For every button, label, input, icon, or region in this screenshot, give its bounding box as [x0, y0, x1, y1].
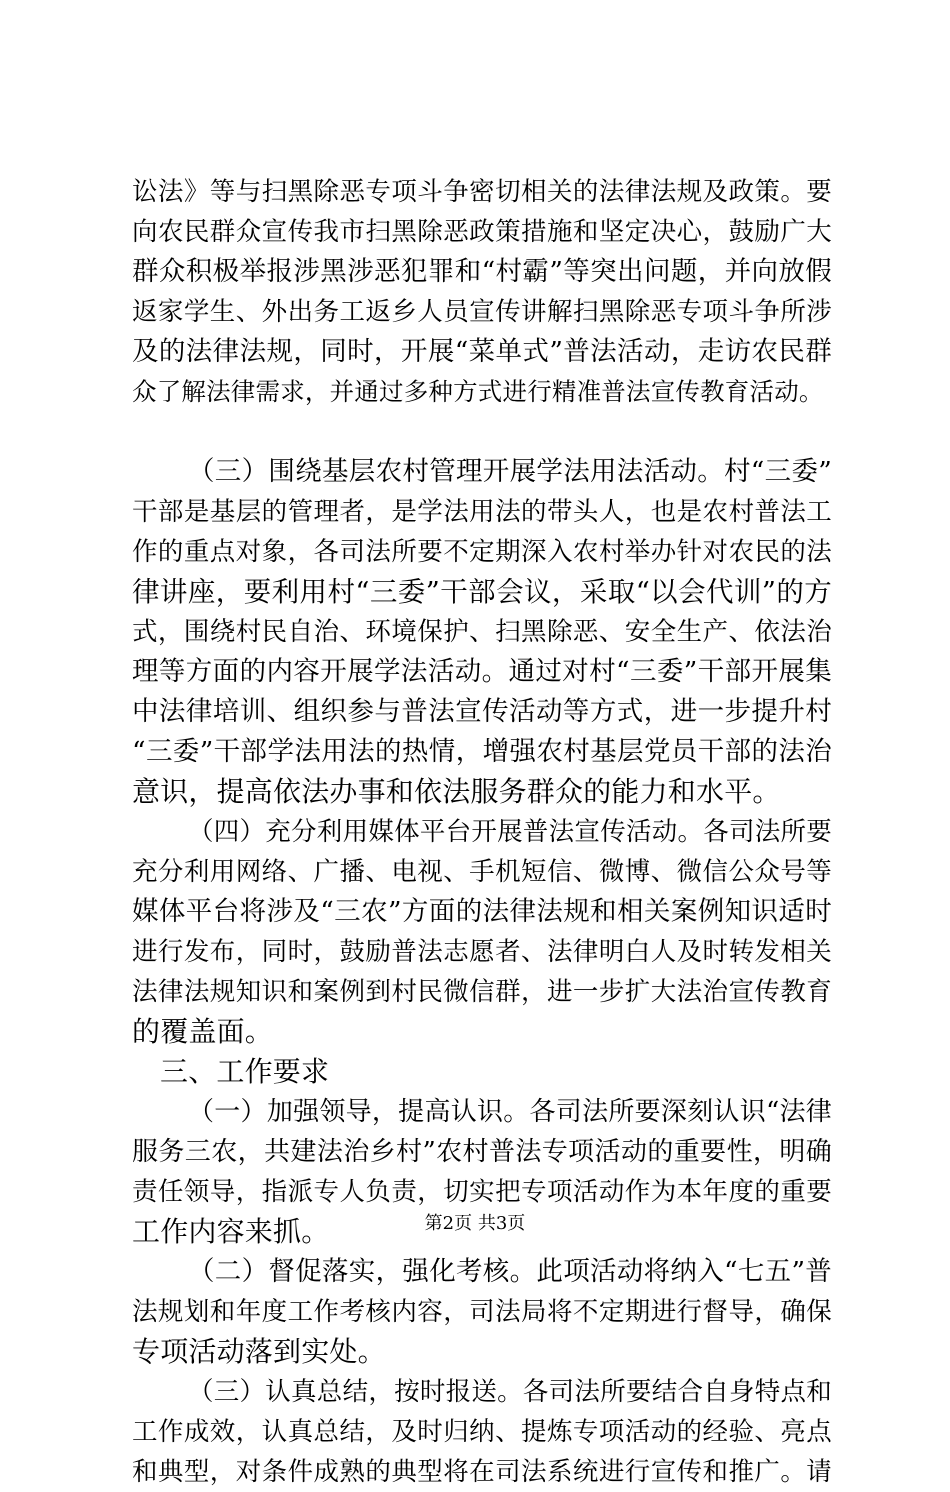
text-line: 干部是基层的管理者，是学法用法的带头人，也是农村普法工	[132, 497, 832, 527]
text-line: 讼法》等与扫黑除恶专项斗争密切相关的法律法规及政策。要	[132, 177, 832, 207]
text-line: 媒体平台将涉及“三农”方面的法律法规和相关案例知识适时	[132, 896, 832, 927]
page-footer	[0, 1212, 950, 1236]
text-line: 进行发布，同时，鼓励普法志愿者、法律明白人及时转发相关	[132, 937, 832, 967]
text-line: 作的重点对象，各司法所要不定期深入农村举办针对农民的法	[132, 537, 832, 567]
text-line: 责任领导，指派专人负责，切实把专项活动作为本年度的重要	[132, 1177, 832, 1207]
text-line: 意识，提高依法办事和依法服务群众的能力和水平。	[132, 775, 781, 808]
text-line: 的覆盖面。	[132, 1015, 274, 1048]
text-line: 众了解法律需求，并通过多种方式进行精准普法宣传教育活动。	[132, 377, 824, 406]
page-number: 第2页 共3页	[424, 1213, 526, 1234]
text-line: 及的法律法规，同时，开展“菜单式”普法活动，走访农民群	[132, 336, 832, 367]
text-line: 专项活动落到实处。	[132, 1335, 386, 1368]
text-line: 和典型，对条件成熟的典型将在司法系统进行宣传和推广。请	[132, 1457, 832, 1487]
text-line: 群众积极举报涉黑涉恶犯罪和“村霸”等突出问题，并向放假	[132, 256, 832, 287]
text-line: 服务三农，共建法治乡村”农村普法专项活动的重要性，明确	[132, 1137, 832, 1167]
document-body	[132, 172, 832, 1492]
text-line: 律讲座，要利用村“三委”干部会议，采取“以会代训”的方	[132, 576, 832, 608]
text-line: 式，围绕村民自治、环境保护、扫黑除恶、安全生产、依法治	[132, 617, 832, 647]
text-line: 法律法规知识和案例到村民微信群，进一步扩大法治宣传教育	[132, 977, 832, 1007]
text-line: （一）加强领导，提高认识。各司法所要深刻认识“法律	[188, 1097, 832, 1127]
text-line: 法规划和年度工作考核内容，司法局将不定期进行督导，确保	[132, 1297, 832, 1327]
text-line: 向农民群众宣传我市扫黑除恶政策措施和坚定决心，鼓励广大	[132, 217, 832, 247]
text-line: 返家学生、外出务工返乡人员宣传讲解扫黑除恶专项斗争所涉	[132, 297, 832, 327]
text-line: “三委”干部学法用法的热情，增强农村基层党员干部的法治	[132, 736, 832, 767]
text-line: 工作成效，认真总结，及时归纳、提炼专项活动的经验、亮点	[132, 1417, 832, 1447]
text-line: （二）督促落实，强化考核。此项活动将纳入“七五”普	[188, 1256, 832, 1287]
text-line: 理等方面的内容开展学法活动。通过对村“三委”干部开展集	[132, 656, 832, 687]
paragraph-gap	[132, 412, 832, 452]
text-line: 工作内容来抓。	[132, 1215, 330, 1248]
text-line: （三）围绕基层农村管理开展学法用法活动。村“三委”	[188, 456, 832, 487]
text-line: （三）认真总结，按时报送。各司法所要结合自身特点和	[188, 1377, 832, 1407]
section-heading: 三、工作要求	[160, 1055, 330, 1088]
text-line: （四）充分利用媒体平台开展普法宣传活动。各司法所要	[188, 817, 832, 847]
text-line: 充分利用网络、广播、电视、手机短信、微博、微信公众号等	[132, 857, 832, 887]
text-line: 中法律培训、组织参与普法宣传活动等方式，进一步提升村	[132, 696, 832, 727]
